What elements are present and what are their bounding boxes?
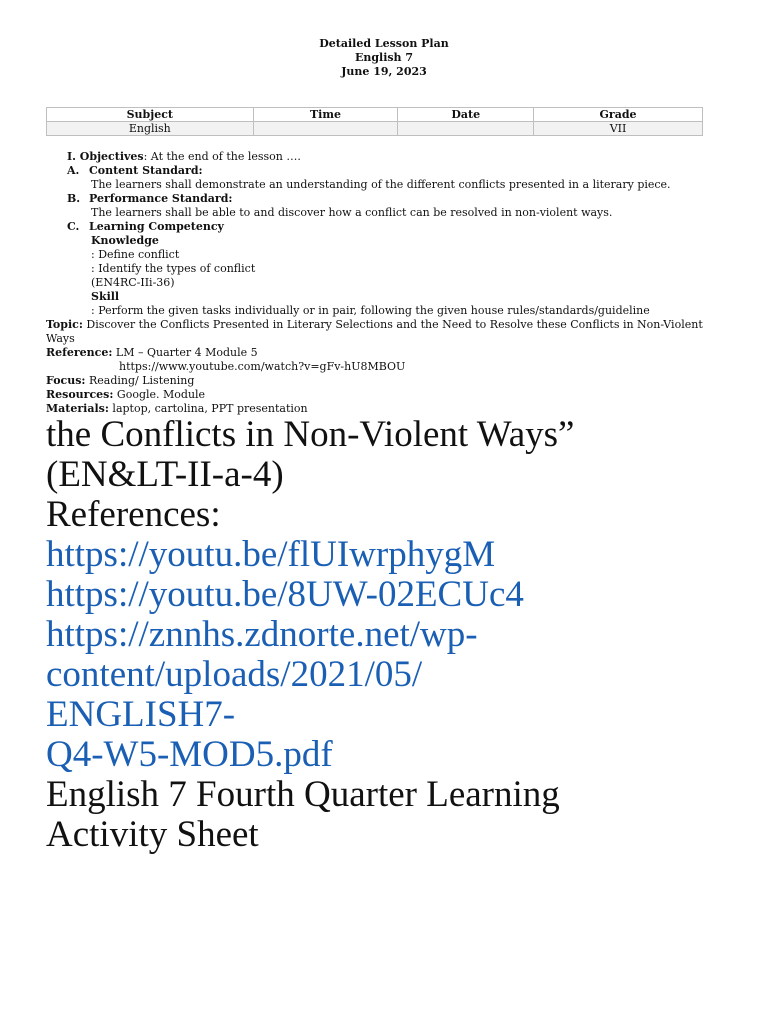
reference-line (46, 346, 708, 360)
knowledge-label: Knowledge (91, 234, 159, 247)
focus-line (46, 374, 708, 388)
resources-text: Google. Module (116, 388, 206, 401)
content-standard-label: Content Standard: (89, 164, 203, 177)
cell-date (398, 122, 534, 136)
learning-competency-letter: C. (67, 220, 80, 233)
objectives-line (46, 150, 708, 164)
reference-link[interactable]: content/uploads/2021/05/ (46, 654, 423, 695)
knowledge-item: : Identify the types of conflict (91, 262, 256, 275)
performance-standard-letter: B. (67, 192, 81, 205)
content-standard-heading (46, 164, 708, 178)
cell-grade: VII (534, 122, 703, 136)
info-table (46, 107, 703, 136)
lesson-body (46, 150, 708, 416)
cell-time (253, 122, 398, 136)
performance-standard-text: The learners shall be able to and discover how a conflict can be resolved in non-violent ways. (91, 206, 613, 219)
topic-text: Discover the Conflicts Presented in Literary Selections and the Need to Resolve these Conflicts in Non-Violent (86, 318, 703, 331)
performance-standard-label: Performance Standard: (89, 192, 233, 205)
reference-link[interactable]: https://youtu.be/flUIwrphygM (46, 534, 496, 575)
reference-text: LM – Quarter 4 Module 5 (115, 346, 258, 359)
performance-standard-heading (46, 192, 708, 206)
references-heading: References: (46, 494, 221, 535)
document-subject: English 7 (354, 51, 414, 64)
resources-label: Resources: (46, 388, 114, 401)
reference-label: Reference: (46, 346, 113, 359)
knowledge-item: : Define conflict (91, 248, 180, 261)
reference-link[interactable]: ENGLISH7- (46, 694, 236, 735)
overlay-line-2: (EN&LT-II-a-4) (46, 454, 284, 495)
topic-label: Topic: (46, 318, 83, 331)
header-time: Time (253, 108, 398, 122)
materials-label: Materials: (46, 402, 109, 415)
document-date: June 19, 2023 (341, 65, 427, 78)
reference-link[interactable]: Q4-W5-MOD5.pdf (46, 734, 333, 775)
info-table-row (47, 122, 703, 136)
topic-line (46, 318, 708, 332)
skill-label: Skill (91, 290, 120, 303)
header-date: Date (398, 108, 534, 122)
cell-subject: English (47, 122, 254, 136)
reference-url: https://www.youtube.com/watch?v=gFv-hU8MBOU (119, 360, 406, 373)
footer-title-line-2: Activity Sheet (46, 814, 259, 855)
document-title: Detailed Lesson Plan (319, 37, 449, 50)
knowledge-code: (EN4RC-IIi-36) (91, 276, 175, 289)
footer-title-line-1: English 7 Fourth Quarter Learning (46, 774, 560, 815)
objectives-intro: : At the end of the lesson …. (143, 150, 301, 163)
overlay-line-1: the Conflicts in Non-Violent Ways” (46, 414, 575, 455)
large-text-overlay (46, 415, 766, 855)
focus-text: Reading/ Listening (89, 374, 195, 387)
learning-competency-heading (46, 220, 708, 234)
header-grade: Grade (534, 108, 703, 122)
materials-text: laptop, cartolina, PPT presentation (112, 402, 308, 415)
reference-link[interactable]: https://youtu.be/8UW-02ECUc4 (46, 574, 524, 615)
info-table-header-row (47, 108, 703, 122)
reference-link[interactable]: https://znnhs.zdnorte.net/wp- (46, 614, 478, 655)
content-standard-letter: A. (67, 164, 80, 177)
content-standard-text: The learners shall demonstrate an understanding of the different conflicts presented in a literary piece. (91, 178, 671, 191)
objectives-label: I. Objectives (67, 150, 144, 163)
document-header (0, 37, 768, 79)
skill-item: : Perform the given tasks individually or in pair, following the given house rules/standards/guideline (91, 304, 650, 317)
focus-label: Focus: (46, 374, 86, 387)
learning-competency-label: Learning Competency (89, 220, 224, 233)
topic-text-cont: Ways (46, 332, 75, 345)
header-subject: Subject (47, 108, 254, 122)
resources-line (46, 388, 708, 402)
